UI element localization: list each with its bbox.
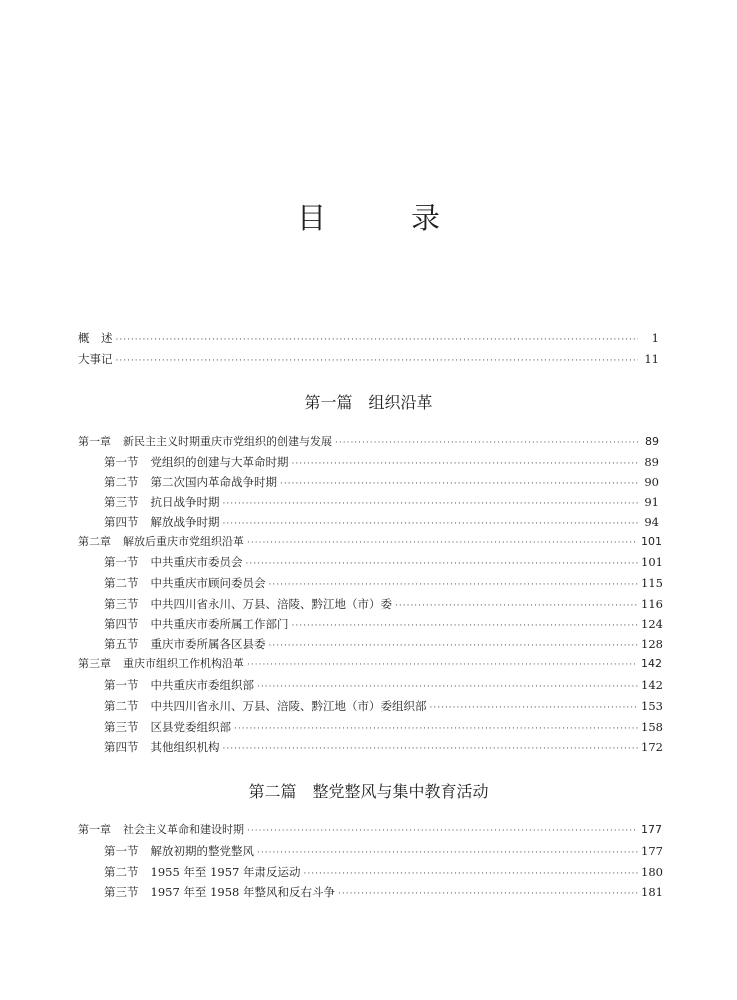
page-title: 目 录 xyxy=(296,201,468,235)
chapter-entry[interactable] xyxy=(78,820,662,840)
leader-dots xyxy=(223,494,639,514)
page-number: 116 xyxy=(641,597,663,611)
section-title: 其他组织机构 xyxy=(150,740,220,754)
section-title: 中共重庆市委所属工作部门 xyxy=(150,617,289,631)
section-label: 第三节 xyxy=(104,495,139,509)
page-number: 11 xyxy=(644,352,659,366)
section-title: 1957 年至 1958 年整风和反右斗争 xyxy=(150,885,335,899)
section-title: 第二次国内革命战争时期 xyxy=(150,475,277,489)
section-label: 第二节 xyxy=(104,699,139,713)
chapter-entry[interactable] xyxy=(78,432,659,452)
leader-dots xyxy=(234,719,638,739)
section-title: 解放初期的整党整风 xyxy=(150,844,254,858)
section-label: 第四节 xyxy=(104,617,139,631)
section-label: 第一节 xyxy=(104,455,139,469)
section-entry[interactable] xyxy=(104,862,663,882)
leader-dots xyxy=(116,330,639,350)
section-label: 第一节 xyxy=(104,844,139,858)
page-number: 172 xyxy=(641,740,663,754)
section-label: 第一节 xyxy=(104,555,139,569)
leader-dots xyxy=(280,474,638,494)
page-number: 89 xyxy=(644,455,659,469)
section-entry[interactable] xyxy=(104,614,663,634)
chapter-label: 第二章 xyxy=(78,535,111,548)
page-number: 91 xyxy=(644,495,659,509)
leader-dots xyxy=(430,698,639,718)
section-title: 重庆市委所属各区县委 xyxy=(150,637,266,651)
page-number: 94 xyxy=(644,515,659,529)
section-title: 解放战争时期 xyxy=(150,515,220,529)
section-label: 第三节 xyxy=(104,885,139,899)
entry-title: 概 述 xyxy=(78,331,113,345)
chapter-title: 重庆市组织工作机构沿革 xyxy=(123,657,244,670)
section-title: 抗日战争时期 xyxy=(150,495,220,509)
section-entry[interactable] xyxy=(104,841,663,861)
leader-dots xyxy=(292,616,639,636)
page-number: 142 xyxy=(641,657,662,670)
leader-dots xyxy=(223,739,639,759)
leader-dots xyxy=(338,884,638,904)
section-label: 第二节 xyxy=(104,576,139,590)
page-number: 181 xyxy=(641,885,663,899)
page-number: 128 xyxy=(641,637,663,651)
page-number: 90 xyxy=(644,475,659,489)
page-number: 180 xyxy=(641,865,663,879)
section-label: 第二节 xyxy=(104,865,139,879)
page-number: 115 xyxy=(641,576,663,590)
leader-dots xyxy=(116,351,639,371)
page-number: 1 xyxy=(651,331,659,345)
section-entry[interactable] xyxy=(104,594,663,614)
leader-dots xyxy=(335,433,638,453)
section-entry[interactable] xyxy=(104,696,663,716)
section-entry[interactable] xyxy=(104,552,663,572)
chapter-title: 新民主主义时期重庆市党组织的创建与发展 xyxy=(123,435,332,448)
chapter-entry[interactable] xyxy=(78,532,662,552)
leader-dots xyxy=(395,596,638,616)
leader-dots xyxy=(247,533,638,553)
section-entry[interactable] xyxy=(104,675,663,695)
leader-dots xyxy=(292,454,639,474)
page-number: 177 xyxy=(641,844,663,858)
section-entry[interactable] xyxy=(104,717,663,737)
section-title: 中共重庆市顾问委员会 xyxy=(150,576,266,590)
chapter-label: 第三章 xyxy=(78,657,111,670)
page-number: 89 xyxy=(645,435,659,448)
toc-entry-chronicle[interactable] xyxy=(78,349,659,369)
page-number: 177 xyxy=(641,823,662,836)
section-title: 区县党委组织部 xyxy=(150,720,231,734)
leader-dots xyxy=(223,514,639,534)
section-entry[interactable] xyxy=(104,737,663,757)
chapter-entry[interactable] xyxy=(78,654,662,674)
section-entry[interactable] xyxy=(104,634,663,654)
section-entry[interactable] xyxy=(104,492,659,512)
part-heading: 第二篇 整党整风与集中教育活动 xyxy=(248,782,489,801)
section-entry[interactable] xyxy=(104,512,659,532)
section-label: 第四节 xyxy=(104,515,139,529)
section-label: 第二节 xyxy=(104,475,139,489)
section-title: 中共重庆市委组织部 xyxy=(150,678,254,692)
page-number: 101 xyxy=(641,535,662,548)
section-title: 1955 年至 1957 年肃反运动 xyxy=(150,865,301,879)
chapter-title: 社会主义革命和建设时期 xyxy=(123,823,244,836)
page-number: 124 xyxy=(641,617,663,631)
section-entry[interactable] xyxy=(104,452,659,472)
section-label: 第三节 xyxy=(104,597,139,611)
section-entry[interactable] xyxy=(104,882,663,902)
section-title: 党组织的创建与大革命时期 xyxy=(150,455,289,469)
section-label: 第五节 xyxy=(104,637,139,651)
section-title: 中共重庆市委员会 xyxy=(150,555,243,569)
page-number: 101 xyxy=(641,555,663,569)
leader-dots xyxy=(269,575,639,595)
leader-dots xyxy=(247,655,638,675)
section-entry[interactable] xyxy=(104,573,663,593)
section-label: 第四节 xyxy=(104,740,139,754)
entry-title: 大事记 xyxy=(78,352,113,366)
chapter-title: 解放后重庆市党组织沿革 xyxy=(123,535,244,548)
section-title: 中共四川省永川、万县、涪陵、黔江地（市）委组织部 xyxy=(150,699,427,713)
section-label: 第三节 xyxy=(104,720,139,734)
page-number: 158 xyxy=(641,720,663,734)
leader-dots xyxy=(257,677,638,697)
leader-dots xyxy=(246,554,639,574)
toc-entry-overview[interactable] xyxy=(78,328,659,348)
section-label: 第一节 xyxy=(104,678,139,692)
leader-dots xyxy=(257,843,638,863)
chapter-label: 第一章 xyxy=(78,435,111,448)
page-number: 153 xyxy=(641,699,663,713)
leader-dots xyxy=(247,821,638,841)
part-heading: 第一篇 组织沿革 xyxy=(304,393,433,412)
section-title: 中共四川省永川、万县、涪陵、黔江地（市）委 xyxy=(150,597,392,611)
leader-dots xyxy=(304,864,639,884)
chapter-label: 第一章 xyxy=(78,823,111,836)
page-number: 142 xyxy=(641,678,663,692)
leader-dots xyxy=(269,636,639,656)
section-entry[interactable] xyxy=(104,472,659,492)
